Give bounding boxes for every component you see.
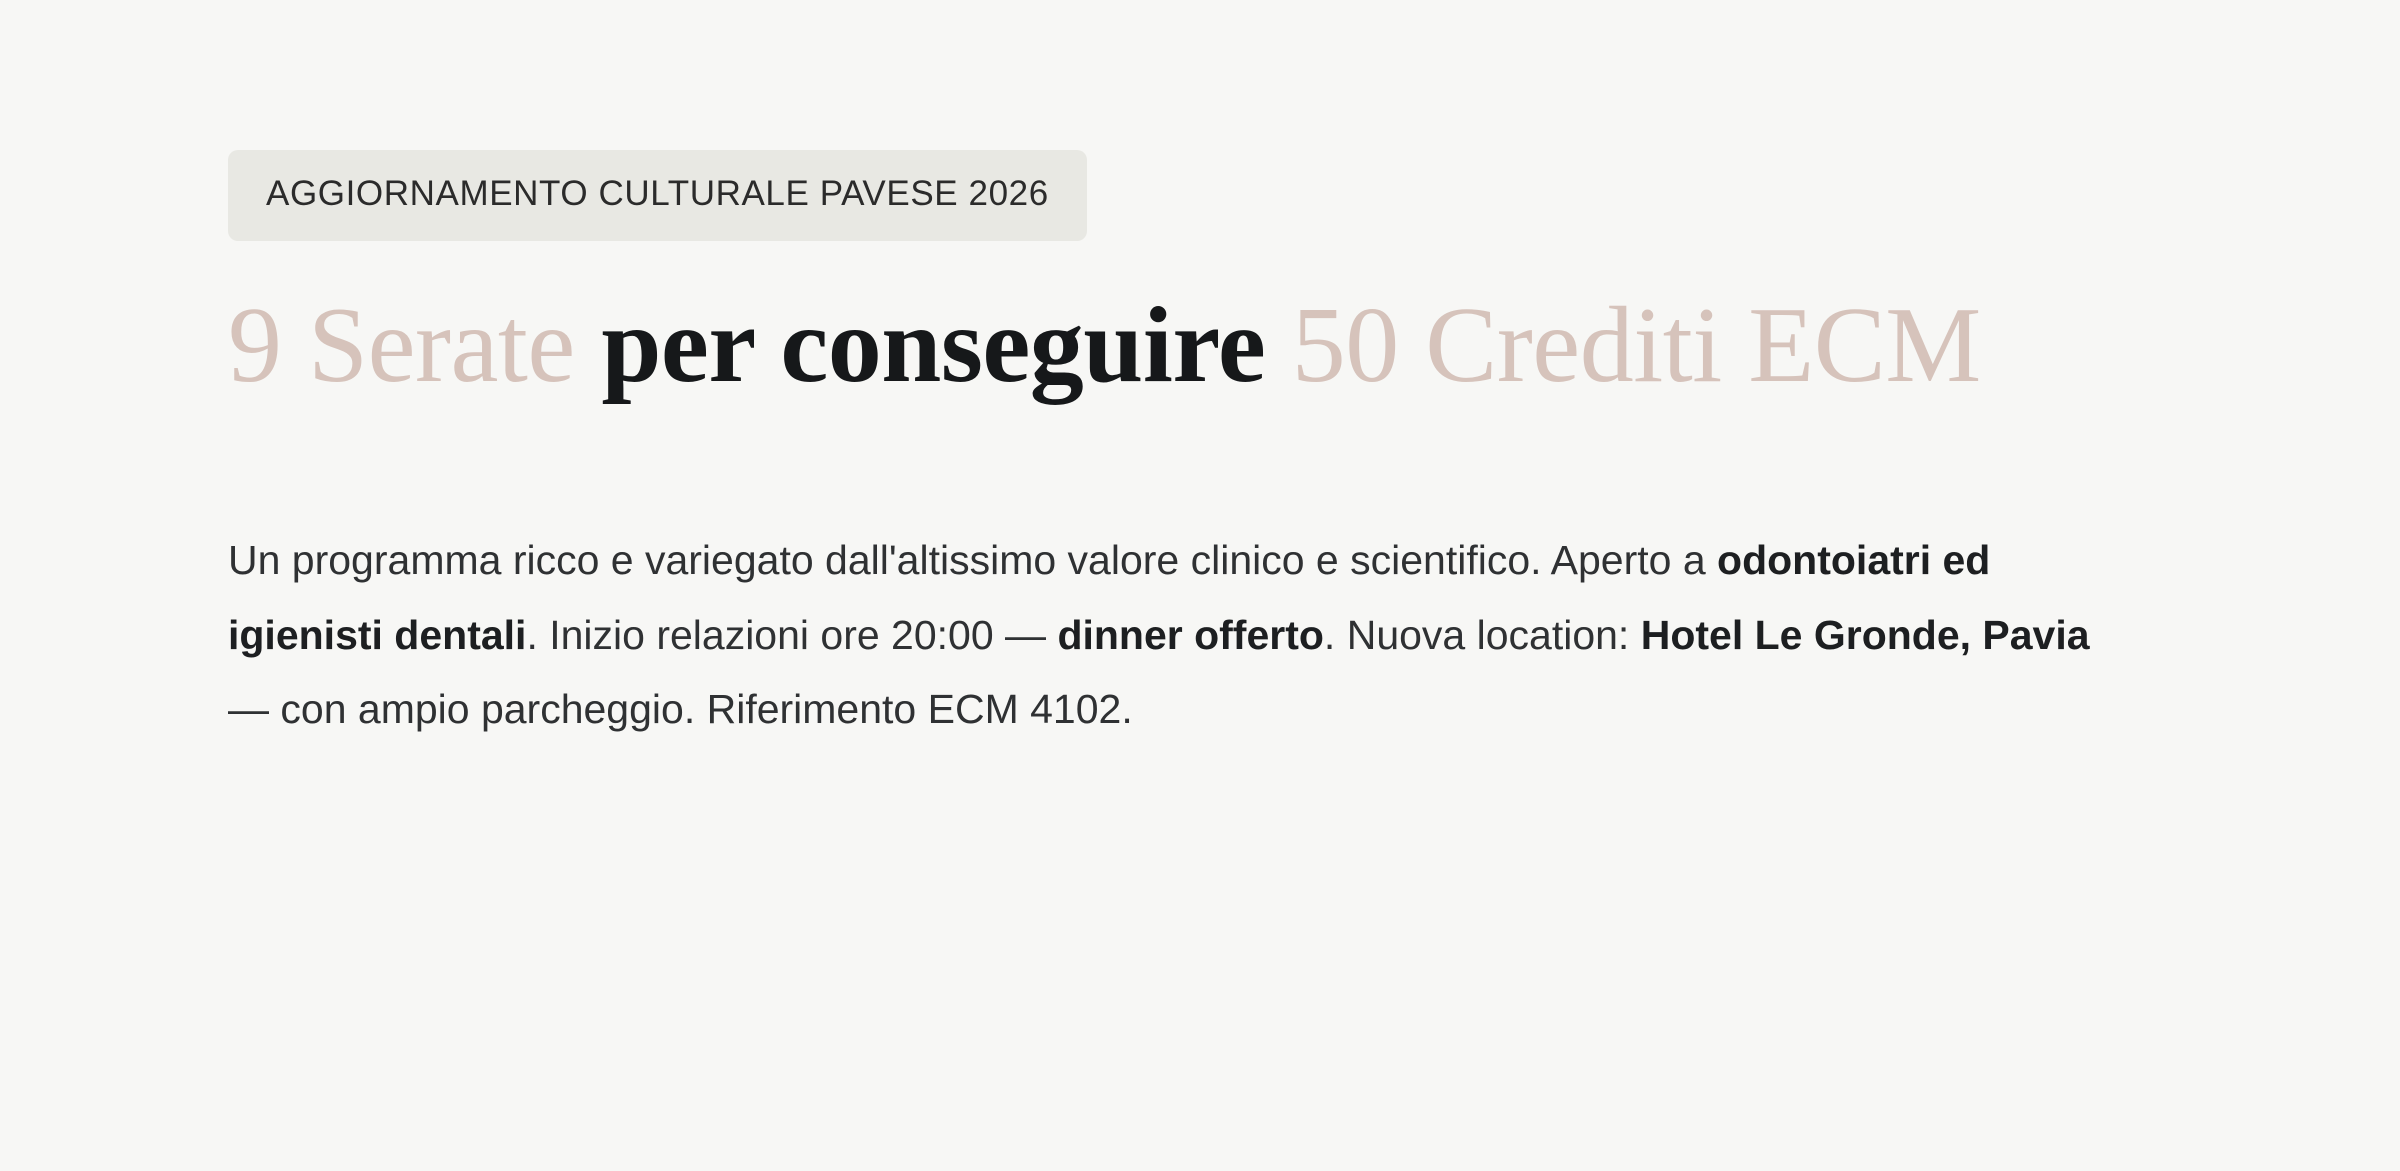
page-title	[228, 277, 1988, 415]
desc-segment-1: Un programma ricco e variegato dall'altissimo valore clinico e scientifico. Aperto a	[228, 537, 1718, 584]
desc-segment-3: . Nuova location:	[1323, 611, 1641, 658]
headline-part-crediti: 50 Crediti ECM	[1291, 286, 1981, 405]
desc-bold-audience: odontoiatri ed igienisti dentali	[228, 537, 1991, 658]
desc-segment-2: . Inizio relazioni ore 20:00 —	[526, 611, 1058, 658]
desc-bold-location: Hotel Le Gronde, Pavia	[1640, 611, 2090, 658]
hero-description	[228, 523, 2108, 747]
headline-part-middle: per conseguire	[574, 286, 1292, 405]
desc-bold-dinner: dinner offerto	[1057, 611, 1324, 658]
hero-section	[228, 0, 2168, 747]
eyebrow-badge: AGGIORNAMENTO CULTURALE PAVESE 2026	[228, 150, 1087, 241]
headline-part-serate: 9 Serate	[228, 286, 575, 405]
desc-segment-4: — con ampio parcheggio. Riferimento ECM 4102.	[228, 686, 1133, 733]
